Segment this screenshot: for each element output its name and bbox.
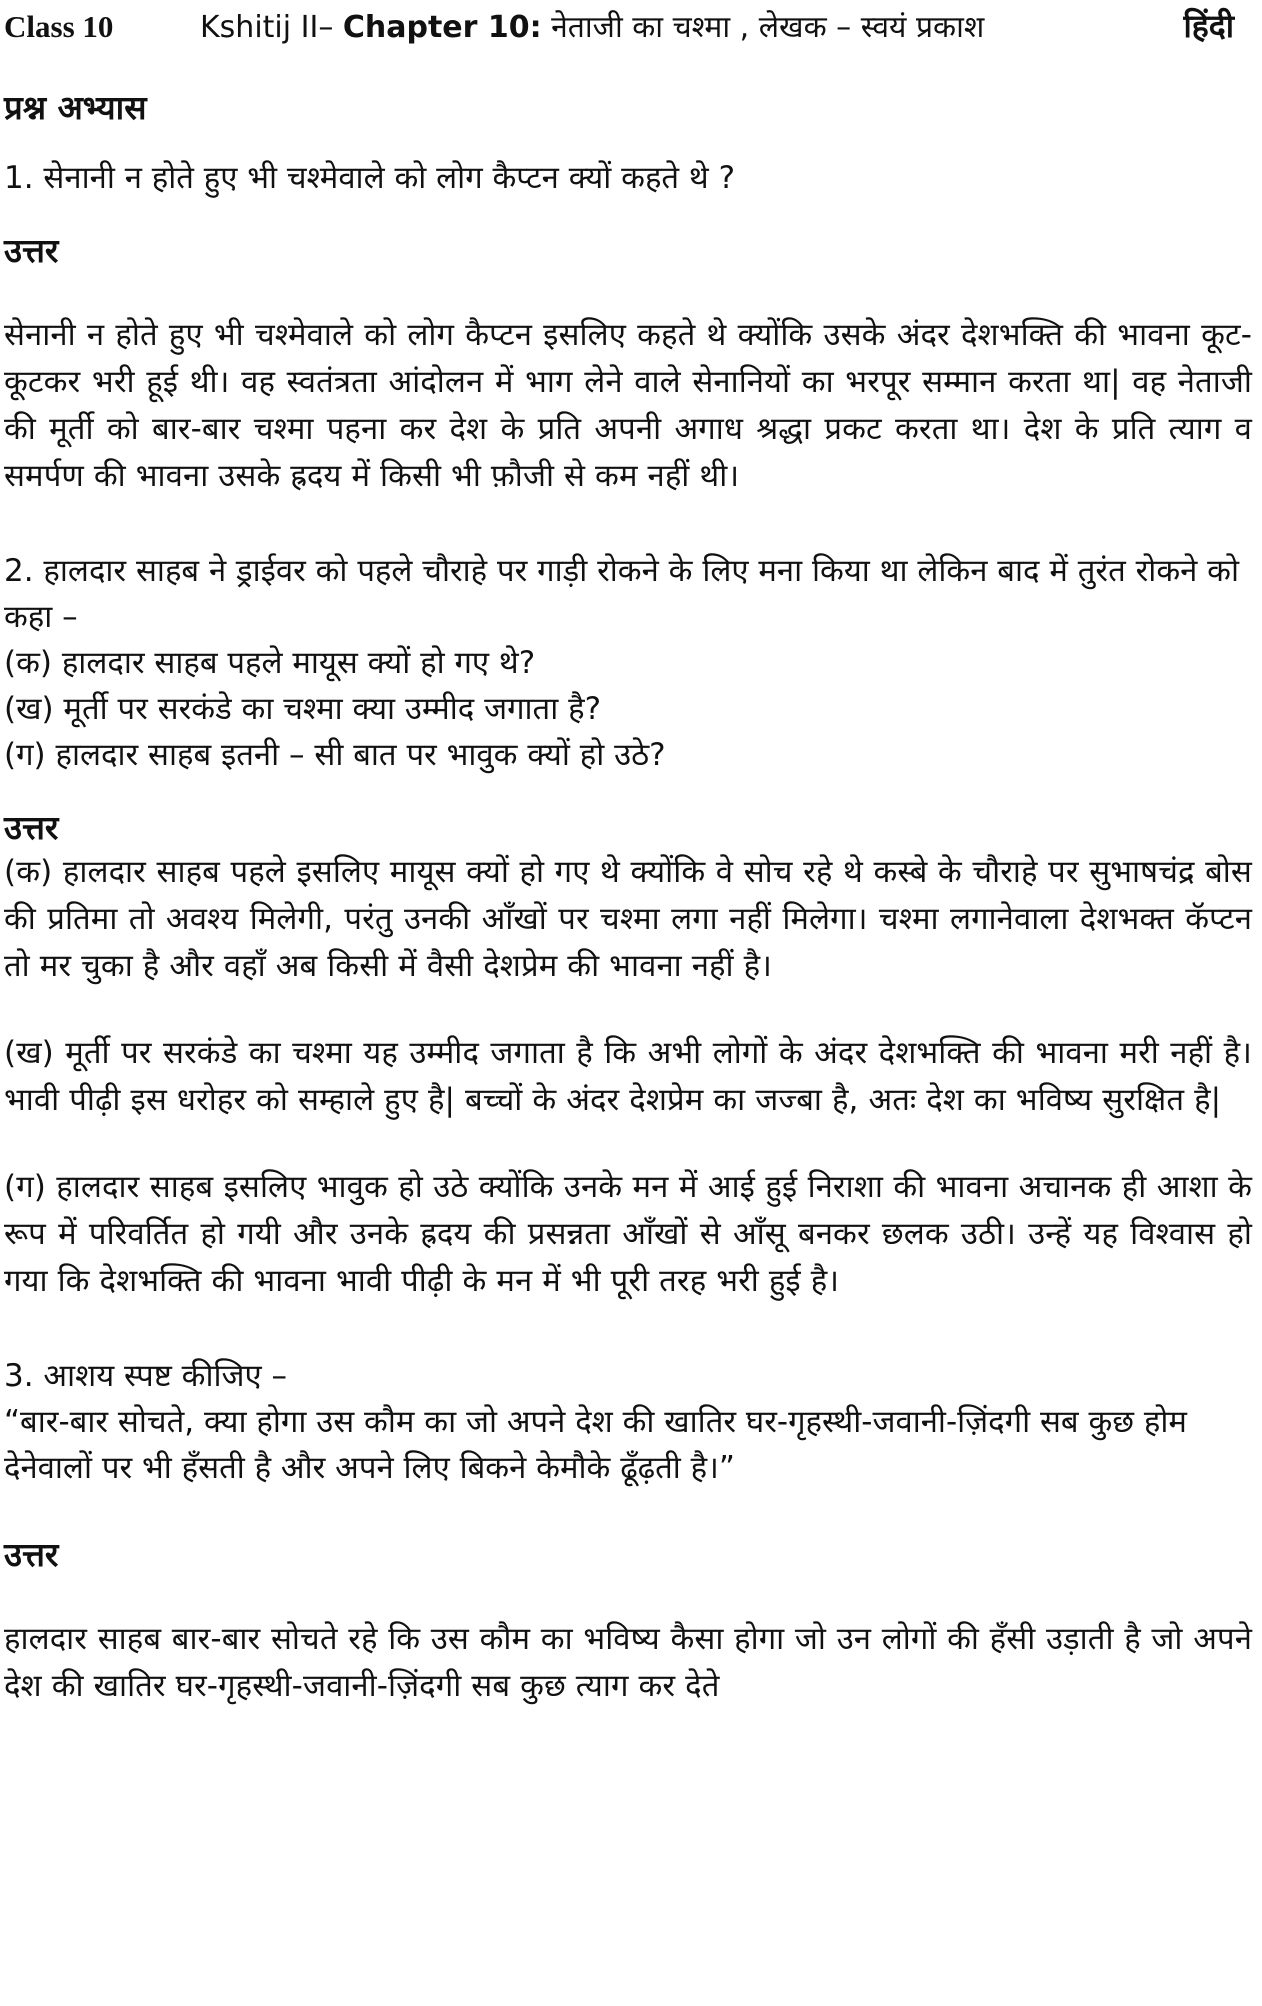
answer-2-kha: (ख) मूर्ती पर सरकंडे का चश्मा यह उम्मीद जगाता है कि अभी लोगों के अंदर देशभक्ति की भावना मरी नहीं है। भावी पीढ़ी इस धरोहर को सम्हाले हुए है| बच्चों के अंदर देशप्रेम का जज्बा है, अतः देश का भविष्य सुरक्षित है| [4,1035,1252,1118]
chapter-label: Chapter 10: [342,10,542,45]
question-3-quote: “बार-बार सोचते, क्या होगा उस कौम का जो अपने देश की खातिर घर-गृहस्थी-जवानी-ज़िंदगी सब कुछ होम देनेवालों पर भी हँसती है और अपने लिए बिकने केमौके ढूँढ़ती है।” [4,1404,1187,1486]
answer-label-2: उत्तर [4,808,59,847]
answer-3: हालदार साहब बार-बार सोचते रहे कि उस कौम का भविष्य कैसा होगा जो उन लोगों की हँसी उड़ाती है जो अपने देश की खातिर घर-गृहस्थी-जवानी-ज़िंदगी सब कुछ त्याग कर देते [4,1621,1252,1704]
question-2-part-ga: (ग) हालदार साहब इतनी – सी बात पर भावुक क्यों हो उठे? [4,737,666,773]
question-1: 1. सेनानी न होते हुए भी चश्मेवाले को लोग कैप्टन क्यों कहते थे ? [4,160,736,196]
question-2-part-ka: (क) हालदार साहब पहले मायूस क्यों हो गए थे? [4,645,536,681]
answer-2-ka: (क) हालदार साहब पहले इसलिए मायूस क्यों हो गए थे क्योंकि वे सोच रहे थे कस्बे के चौराहे पर सुभाषचंद्र बोस की प्रतिमा तो अवश्य मिलेगी, परंतु उनकी आँखों पर चश्मा लगा नहीं मिलेगा। चश्मा लगानेवाला देशभक्त कॅप्टन तो मर चुका है और वहाँ अब किसी में वैसी देशप्रेम की भावना नहीं है। [4,854,1252,984]
answer-2-ga: (ग) हालदार साहब इसलिए भावुक हो उठे क्योंकि उनके मन में आई हुई निराशा की भावना अचानक ही आशा के रूप में परिवर्तित हो गयी और उनके ह्रदय की प्रसन्नता आँखों से आँसू बनकर छलक उठी। उन्हें यह विश्वास हो गया कि देशभक्ति की भावना भावी पीढ़ी के मन में भी पूरी तरह भरी हुई है। [4,1169,1252,1299]
question-3: 3. आशय स्पष्ट कीजिए – [4,1358,288,1394]
answer-label-3: उत्तर [4,1535,59,1574]
section-title: प्रश्न अभ्यास [4,88,147,127]
chapter-title: नेताजी का चश्मा , लेखक – स्वयं प्रकाश [541,10,985,45]
book-name: Kshitij II– [200,10,343,45]
answer-1: सेनानी न होते हुए भी चश्मेवाले को लोग कैप्टन इसलिए कहते थे क्योंकि उसके अंदर देशभक्ति की भावना कूट-कूटकर भरी हूई थी। वह स्वतंत्रता आंदोलन में भाग लेने वाले सेनानियों का भरपूर सम्मान करता था| वह नेताजी की मूर्ती को बार-बार चश्मा पहना कर देश के प्रति अपनी अगाध श्रद्धा प्रकट करता था। देश के प्रति त्याग व समर्पण की भावना उसके ह्रदय में किसी भी फ़ौजी से कम नहीं थी। [4,317,1252,494]
answer-label-1: उत्तर [4,231,59,270]
subject-label: हिंदी [1183,7,1234,45]
page-header [4,4,1252,56]
question-2: 2. हालदार साहब ने ड्राईवर को पहले चौराहे पर गाड़ी रोकने के लिए मना किया था लेकिन बाद में तुरंत रोकने को कहा – [4,553,1240,635]
class-label: Class 10 [4,9,114,44]
chapter-heading [200,5,984,46]
question-2-part-kha: (ख) मूर्ती पर सरकंडे का चश्मा क्या उम्मीद जगाता है? [4,691,602,727]
